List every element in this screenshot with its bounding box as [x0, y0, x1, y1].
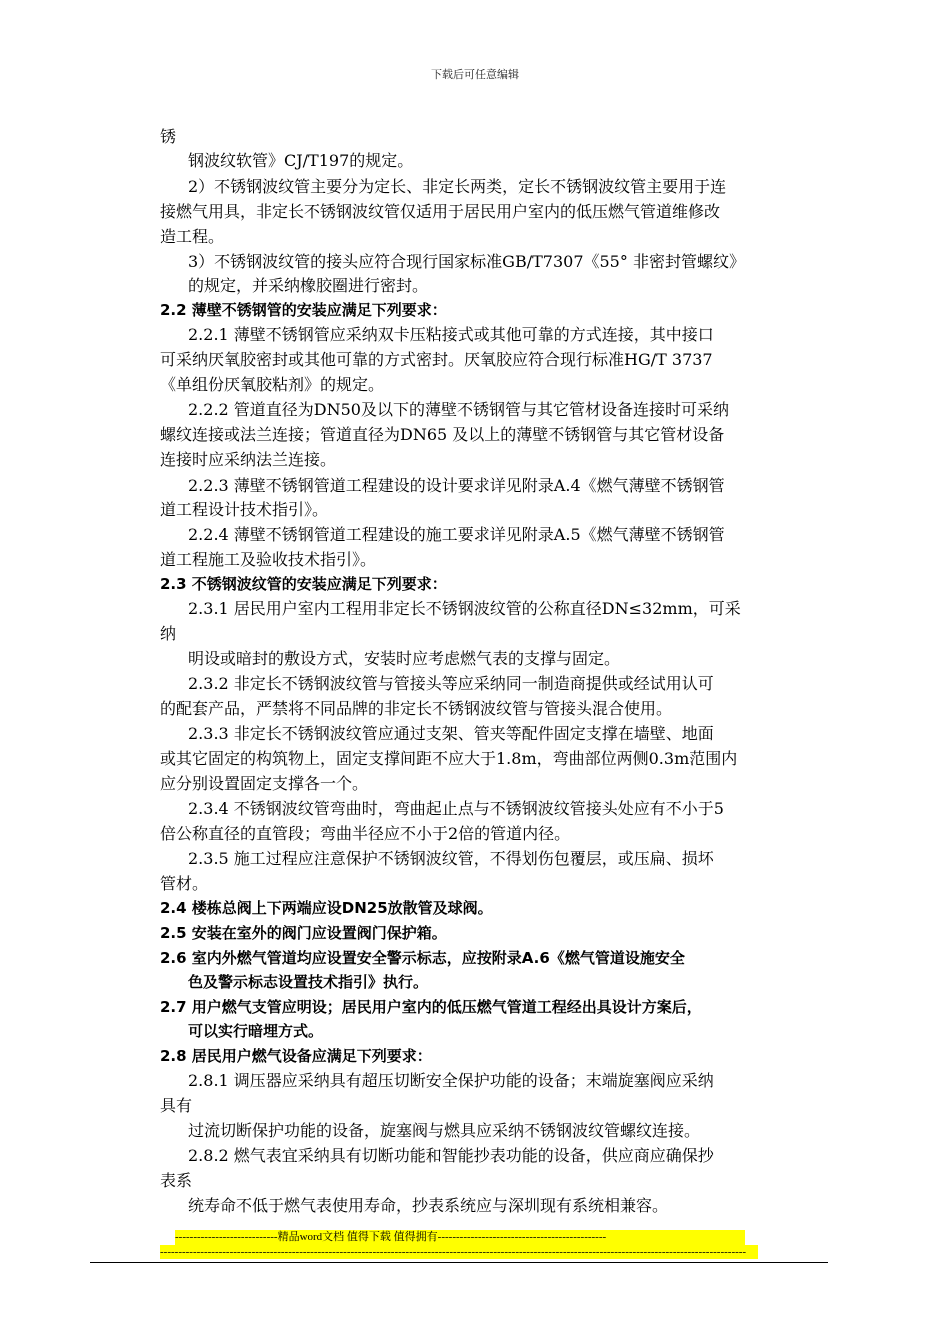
body-text-line: 的规定，并采纳橡胶圈进行密封。 [188, 276, 429, 295]
section-heading: 2.5 安装在室外的阀门应设置阀门保护箱。 [160, 924, 447, 942]
body-text-line: 3）不锈钢波纹管的接头应符合现行国家标准GB/T7307《55° 非密封管螺纹》 [188, 252, 745, 271]
section-heading: 2.6 室内外燃气管道均应设置安全警示标志，应按附录A.6《燃气管道设施安全 [160, 949, 685, 967]
section-heading: 2.8 居民用户燃气设备应满足下列要求： [160, 1047, 432, 1065]
body-text-line: 2.8.2 燃气表宜采纳具有切断功能和智能抄表功能的设备，供应商应确保抄 [188, 1146, 714, 1165]
body-text-line: 2.2.4 薄壁不锈钢管道工程建设的施工要求详见附录A.5《燃气薄壁不锈钢管 [188, 525, 725, 544]
body-text-line: 造工程。 [160, 227, 225, 246]
body-text-line: 统寿命不低于燃气表使用寿命，抄表系统应与深圳现有系统相兼容。 [188, 1196, 669, 1215]
body-text-line: 连接时应采纳法兰连接。 [160, 450, 337, 469]
section-heading: 可以实行暗埋方式。 [188, 1022, 324, 1040]
body-text-line: 螺纹连接或法兰连接；管道直径为DN65 及以上的薄壁不锈钢管与其它管材设备 [160, 425, 725, 444]
body-text-line: 2.3.1 居民用户室内工程用非定长不锈钢波纹管的公称直径DN≤32mm，可采 [188, 599, 741, 618]
body-text-line: 倍公称直径的直管段；弯曲半径应不小于2倍的管道内径。 [160, 824, 571, 843]
body-text-line: 接燃气用具，非定长不锈钢波纹管仅适用于居民用户室内的低压燃气管道维修改 [160, 202, 721, 221]
body-text-line: 的配套产品，严禁将不同品牌的非定长不锈钢波纹管与管接头混合使用。 [160, 699, 673, 718]
body-text-line: 应分别设置固定支撑各一个。 [160, 774, 369, 793]
section-heading: 2.3 不锈钢波纹管的安装应满足下列要求： [160, 575, 447, 593]
section-heading: 2.7 用户燃气支管应明设；居民用户室内的低压燃气管道工程经出具设计方案后， [160, 998, 702, 1016]
body-text-line: 纳 [160, 624, 177, 643]
body-text-line: 2）不锈钢波纹管主要分为定长、非定长两类，定长不锈钢波纹管主要用于连 [188, 177, 727, 196]
section-heading: 2.2 薄壁不锈钢管的安装应满足下列要求： [160, 301, 447, 319]
body-text-line: 或其它固定的构筑物上，固定支撑间距不应大于1.8m，弯曲部位两侧0.3m范围内 [160, 749, 738, 768]
body-text-line: 明设或暗封的敷设方式，安装时应考虑燃气表的支撑与固定。 [188, 649, 621, 668]
body-text-line: 管材。 [160, 874, 209, 893]
footer-banner: ----------------------------精品word文档 值得下载 值得拥有---------------------------------------------- [175, 1230, 745, 1245]
body-text-line: 2.2.1 薄壁不锈钢管应采纳双卡压粘接式或其他可靠的方式连接，其中接口 [188, 325, 714, 344]
body-text-line: 2.3.2 非定长不锈钢波纹管与管接头等应采纳同一制造商提供或经试用认可 [188, 674, 714, 693]
footer-dashes: ---------------------------------------------------------------------------------------------------------------------------------------------------------------- [160, 1245, 758, 1259]
section-heading: 2.4 楼栋总阀上下两端应设DN25放散管及球阀。 [160, 899, 493, 917]
body-text-line: 钢波纹软管》CJ/T197的规定。 [188, 151, 414, 170]
body-text-line: 道工程施工及验收技术指引》。 [160, 550, 377, 569]
body-text-line: 2.2.2 管道直径为DN50及以下的薄壁不锈钢管与其它管材设备连接时可采纳 [188, 400, 729, 419]
page-header: 下载后可任意编辑 [431, 68, 519, 81]
body-text-line: 锈 [160, 127, 177, 146]
body-text-line: 具有 [160, 1096, 193, 1115]
body-text-line: 2.3.3 非定长不锈钢波纹管应通过支架、管夹等配件固定支撑在墙壁、地面 [188, 724, 714, 743]
body-text-line: 2.8.1 调压器应采纳具有超压切断安全保护功能的设备；末端旋塞阀应采纳 [188, 1071, 714, 1090]
body-text-line: 2.3.5 施工过程应注意保护不锈钢波纹管，不得划伤包覆层，或压扁、损坏 [188, 849, 714, 868]
footer-rule [90, 1262, 828, 1263]
body-text-line: 《单组份厌氧胶粘剂》的规定。 [160, 375, 385, 394]
body-text-line: 2.3.4 不锈钢波纹管弯曲时，弯曲起止点与不锈钢波纹管接头处应有不小于5 [188, 799, 724, 818]
body-text-line: 道工程设计技术指引》。 [160, 500, 329, 519]
section-heading: 色及警示标志设置技术指引》执行。 [188, 973, 429, 991]
body-text-line: 2.2.3 薄壁不锈钢管道工程建设的设计要求详见附录A.4《燃气薄壁不锈钢管 [188, 476, 725, 495]
body-text-line: 过流切断保护功能的设备，旋塞阀与燃具应采纳不锈钢波纹管螺纹连接。 [188, 1121, 701, 1140]
body-text-line: 表系 [160, 1171, 193, 1190]
body-text-line: 可采纳厌氧胶密封或其他可靠的方式密封。厌氧胶应符合现行标准HG/T 3737 [160, 350, 713, 369]
